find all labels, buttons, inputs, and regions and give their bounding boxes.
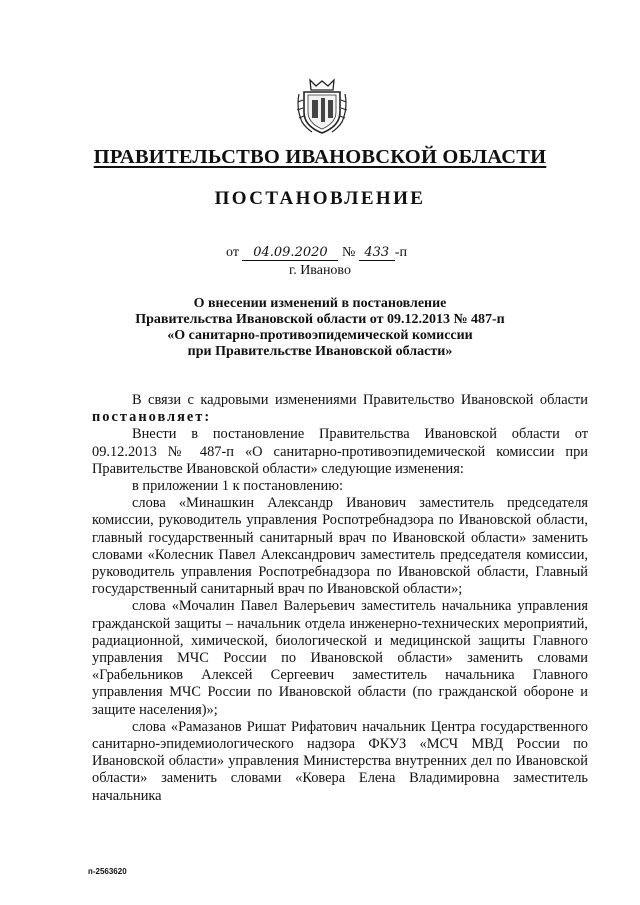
intro-paragraph bbox=[92, 392, 588, 426]
amend-paragraph: Внести в постановление Правительства Ивановской области от 09.12.2013 № 487-п «О санитарно-противоэпидемической комиссии при Правительстве Ивановской области» следующие изменения: bbox=[92, 426, 588, 477]
footer-code: п-2563620 bbox=[88, 867, 127, 876]
subject-line: Правительства Ивановской области от 09.12.2013 № 487-п bbox=[135, 312, 505, 327]
subject-line: О внесении изменений в постановление bbox=[193, 296, 447, 311]
number-prefix: № bbox=[341, 245, 356, 260]
document-type: ПОСТАНОВЛЕНИЕ bbox=[214, 188, 426, 209]
government-title: ПРАВИТЕЛЬСТВО ИВАНОВСКОЙ ОБЛАСТИ bbox=[93, 146, 547, 168]
change-paragraph-2: слова «Мочалин Павел Валерьевич заместитель начальника управления гражданской защиты – начальник отдела инженерно-технических мероприятий, радиационной, химической, биологической и медицинской защиты Главного управления МЧС России по Ивановской области» заменить словами «Грабельников Алексей Сергеевич заместитель начальника Главного управления МЧС России по Ивановской области (по гражданской обороне и защите населения)»; bbox=[92, 598, 588, 718]
document-body bbox=[92, 392, 588, 805]
city: г. Иваново bbox=[289, 263, 351, 278]
change-paragraph-1: слова «Минашкин Александр Иванович заместитель председателя комиссии, руководитель управления Роспотребнадзора по Ивановской области, главный государственный санитарный врач по Ивановской области» заменить словами «Колесник Павел Александрович заместитель председателя комиссии, руководитель управления Роспотребнадзора по Ивановской области, Главный государственный санитарный врач по Ивановской области»; bbox=[92, 495, 588, 598]
appendix-paragraph: в приложении 1 к постановлению: bbox=[132, 478, 343, 495]
resolve-word: постановляет: bbox=[92, 409, 212, 426]
number-suffix: -п bbox=[394, 245, 407, 260]
subject-line: «О санитарно-противоэпидемической комиссии bbox=[167, 328, 473, 343]
date-number-line bbox=[226, 245, 407, 261]
change-paragraph-3: слова «Рамазанов Ришат Рифатович начальник Центра государственного санитарно-эпидемиологического надзора ФКУЗ «МСЧ МВД России по Ивановской области» управления Министерства внутренних дел по Ивановской области» заменить словами «Ковера Елена Владимировна заместитель начальника bbox=[92, 718, 588, 804]
document-date: 04.09.2020 bbox=[242, 245, 338, 261]
document-number: 433 bbox=[359, 245, 395, 261]
subject-line: при Правительстве Ивановской области» bbox=[187, 344, 453, 359]
coat-of-arms-icon bbox=[296, 78, 348, 136]
document-subject bbox=[100, 296, 540, 360]
date-prefix: от bbox=[226, 245, 239, 260]
intro-text: В связи с кадровыми изменениями Правительство Ивановской области bbox=[132, 392, 588, 408]
